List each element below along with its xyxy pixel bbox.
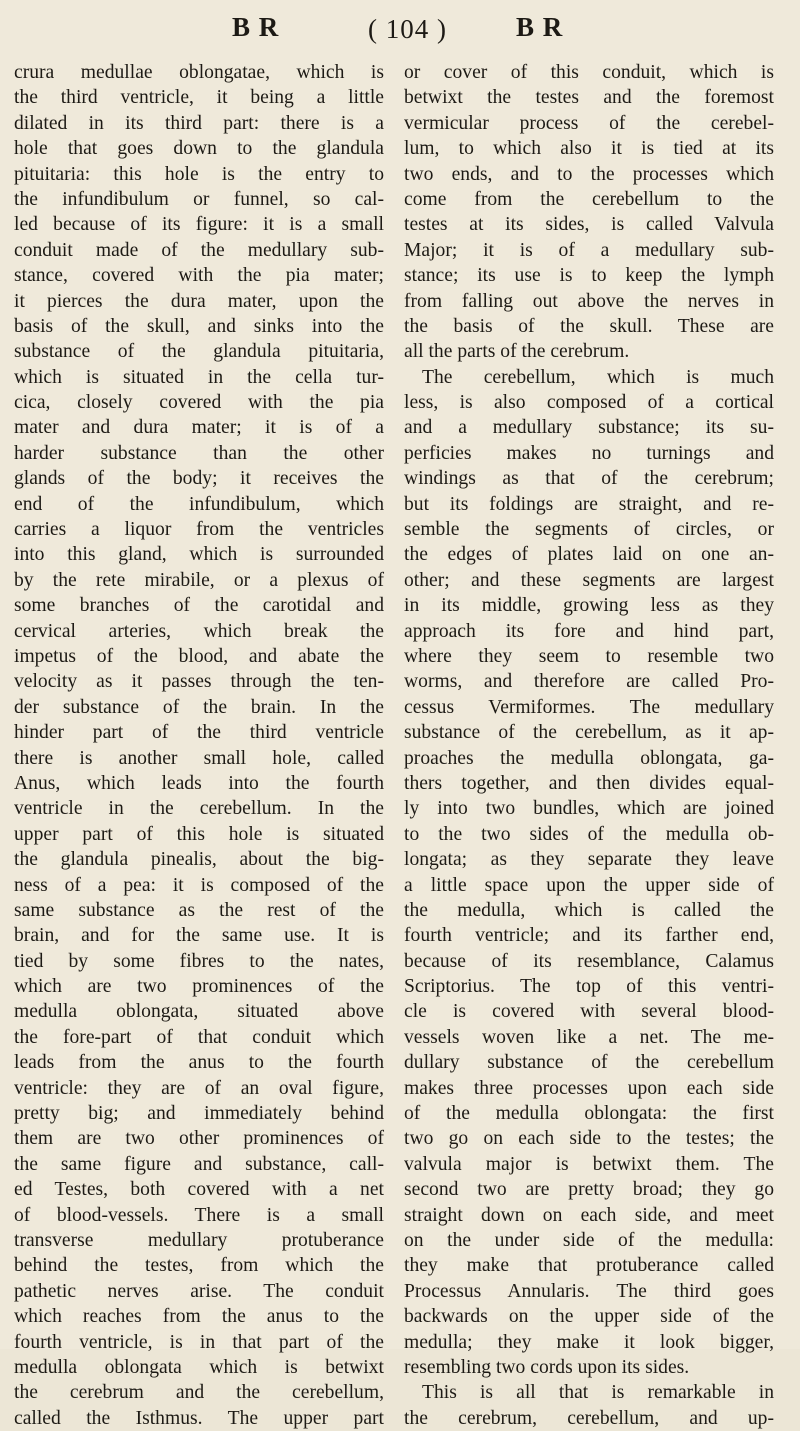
text-line: ed Testes, both covered with a net xyxy=(14,1179,384,1201)
text-line: vermicular process of the cerebel- xyxy=(404,112,774,134)
text-line: a little space upon the upper side of xyxy=(404,874,774,896)
text-line: dullary substance of the cerebellum xyxy=(404,1052,774,1074)
text-line: testes at its sides, is called Valvula xyxy=(404,214,774,236)
text-line: ly into two bundles, which are joined xyxy=(404,798,774,820)
text-line: stance, covered with the pia mater; xyxy=(14,265,384,287)
text-line: crura medullae oblongatae, which is xyxy=(14,62,384,83)
text-line: cica, closely covered with the pia xyxy=(14,392,384,414)
text-line: Major; it is of a medullary sub- xyxy=(404,239,774,261)
text-line: same substance as the rest of the xyxy=(14,899,384,921)
text-line: ventricle: they are of an oval figure, xyxy=(14,1077,384,1099)
running-head-right: B R xyxy=(516,12,564,42)
text-line: This is all that is remarkable in xyxy=(422,1382,774,1404)
text-line: vessels woven like a net. The me- xyxy=(404,1026,774,1048)
text-line: transverse medullary protuberance xyxy=(14,1229,384,1251)
text-line: der substance of the brain. In the xyxy=(14,696,384,718)
text-line: Processus Annularis. The third goes xyxy=(404,1280,774,1302)
text-line: the edges of plates laid on one an- xyxy=(404,544,774,566)
text-line: brain, and for the same use. It is xyxy=(14,925,384,947)
text-line: which are two prominences of the xyxy=(14,976,384,998)
text-line: substance of the cerebellum, as it ap- xyxy=(404,722,774,744)
text-line: come from the cerebellum to the xyxy=(404,188,774,210)
text-line: less, is also composed of a cortical xyxy=(404,392,774,414)
page-number: ( 104 ) xyxy=(368,14,447,44)
text-line: other; and these segments are largest xyxy=(404,569,774,591)
text-line: pretty big; and immediately behind xyxy=(14,1103,384,1125)
text-line: into this gland, which is surrounded xyxy=(14,544,384,566)
text-line: it pierces the dura mater, upon the xyxy=(14,290,384,312)
text-line: the fore-part of that conduit which xyxy=(14,1026,384,1048)
text-line: cessus Vermiformes. The medullary xyxy=(404,696,774,718)
running-head-left: B R xyxy=(232,12,280,42)
text-line: The cerebellum, which is much xyxy=(422,366,774,388)
text-line: basis of the skull, and sinks into the xyxy=(14,315,384,337)
text-line: led because of its figure: it is a small xyxy=(14,214,384,236)
text-line: end of the infundibulum, which xyxy=(14,493,384,515)
text-line: of blood-vessels. There is a small xyxy=(14,1204,384,1226)
text-line: they make that protuberance called xyxy=(404,1255,774,1277)
text-line: fourth ventricle, is in that part of the xyxy=(14,1331,384,1353)
text-line: cervical arteries, which break the xyxy=(14,620,384,642)
text-line: proaches the medulla oblongata, ga- xyxy=(404,747,774,769)
text-line: two ends, and to the processes which xyxy=(404,163,774,185)
text-line: windings as that of the cerebrum; xyxy=(404,468,774,490)
text-line: semble the segments of circles, or xyxy=(404,519,774,541)
text-line: tied by some fibres to the nates, xyxy=(14,950,384,972)
text-line: backwards on the upper side of the xyxy=(404,1306,774,1328)
text-line: betwixt the testes and the foremost xyxy=(404,87,774,109)
text-line: substance of the glandula pituitaria, xyxy=(14,341,384,363)
text-line: glands of the body; it receives the xyxy=(14,468,384,490)
text-line: where they seem to resemble two xyxy=(404,645,774,667)
text-line: the same figure and substance, call- xyxy=(14,1153,384,1175)
text-line: the medulla, which is called the xyxy=(404,899,774,921)
text-line: the infundibulum or funnel, so cal- xyxy=(14,188,384,210)
text-line: behind the testes, from which the xyxy=(14,1255,384,1277)
text-line: pathetic nerves arise. The conduit xyxy=(14,1280,384,1302)
text-line: medulla oblongata, situated above xyxy=(14,1001,384,1023)
text-line: medulla oblongata which is betwixt xyxy=(14,1356,384,1378)
text-line: leads from the anus to the fourth xyxy=(14,1052,384,1074)
text-line: called the Isthmus. The upper part xyxy=(14,1407,384,1429)
right-text-column xyxy=(404,60,774,1431)
text-line: or cover of this conduit, which is xyxy=(404,62,774,83)
text-line: dilated in its third part: there is a xyxy=(14,112,384,134)
text-line: in its middle, growing less as they xyxy=(404,595,774,617)
text-line: mater and dura mater; it is of a xyxy=(14,417,384,439)
page-header xyxy=(0,12,800,52)
text-line: cle is covered with several blood- xyxy=(404,1001,774,1023)
text-line: carries a liquor from the ventricles xyxy=(14,519,384,541)
text-line: harder substance than the other xyxy=(14,442,384,464)
left-text-column xyxy=(14,60,384,1431)
text-line: velocity as it passes through the ten- xyxy=(14,671,384,693)
text-line: the cerebrum, cerebellum, and up- xyxy=(404,1407,774,1429)
text-line: second two are pretty broad; they go xyxy=(404,1179,774,1201)
text-line: which reaches from the anus to the xyxy=(14,1306,384,1328)
text-line: of the medulla oblongata: the first xyxy=(404,1103,774,1125)
text-line: the basis of the skull. These are xyxy=(404,315,774,337)
text-line: ness of a pea: it is composed of the xyxy=(14,874,384,896)
text-line: there is another small hole, called xyxy=(14,747,384,769)
text-line: some branches of the carotidal and xyxy=(14,595,384,617)
text-line: stance; its use is to keep the lymph xyxy=(404,265,774,287)
text-line: because of its resemblance, Calamus xyxy=(404,950,774,972)
text-line: two go on each side to the testes; the xyxy=(404,1128,774,1150)
text-line: by the rete mirabile, or a plexus of xyxy=(14,569,384,591)
text-line: valvula major is betwixt them. The xyxy=(404,1153,774,1175)
text-line: hole that goes down to the glandula xyxy=(14,138,384,160)
text-line: ventricle in the cerebellum. In the xyxy=(14,798,384,820)
text-line: to the two sides of the medulla ob- xyxy=(404,823,774,845)
text-line: thers together, and then divides equal- xyxy=(404,772,774,794)
text-line: and a medullary substance; its su- xyxy=(404,417,774,439)
text-line: the third ventricle, it being a little xyxy=(14,87,384,109)
text-line: resembling two cords upon its sides. xyxy=(404,1356,690,1378)
text-line: perficies makes no turnings and xyxy=(404,442,774,464)
text-line: on the under side of the medulla: xyxy=(404,1229,774,1251)
text-line: from falling out above the nerves in xyxy=(404,290,774,312)
text-line: medulla; they make it look bigger, xyxy=(404,1331,774,1353)
text-line: but its foldings are straight, and re- xyxy=(404,493,774,515)
text-line: pituitaria: this hole is the entry to xyxy=(14,163,384,185)
text-line: straight down on each side, and meet xyxy=(404,1204,774,1226)
text-line: makes three processes upon each side xyxy=(404,1077,774,1099)
text-line: the cerebrum and the cerebellum, xyxy=(14,1382,384,1404)
text-line: all the parts of the cerebrum. xyxy=(404,341,630,363)
text-line: Scriptorius. The top of this ventri- xyxy=(404,976,774,998)
text-line: which is situated in the cella tur- xyxy=(14,366,384,388)
text-line: Anus, which leads into the fourth xyxy=(14,772,384,794)
text-line: hinder part of the third ventricle xyxy=(14,722,384,744)
text-line: impetus of the blood, and abate the xyxy=(14,645,384,667)
text-line: them are two other prominences of xyxy=(14,1128,384,1150)
text-line: the glandula pinealis, about the big- xyxy=(14,849,384,871)
text-line: lum, to which also it is tied at its xyxy=(404,138,774,160)
text-line: approach its fore and hind part, xyxy=(404,620,774,642)
text-line: fourth ventricle; and its farther end, xyxy=(404,925,774,947)
text-line: longata; as they separate they leave xyxy=(404,849,774,871)
text-line: upper part of this hole is situated xyxy=(14,823,384,845)
text-line: worms, and therefore are called Pro- xyxy=(404,671,774,693)
text-line: conduit made of the medullary sub- xyxy=(14,239,384,261)
